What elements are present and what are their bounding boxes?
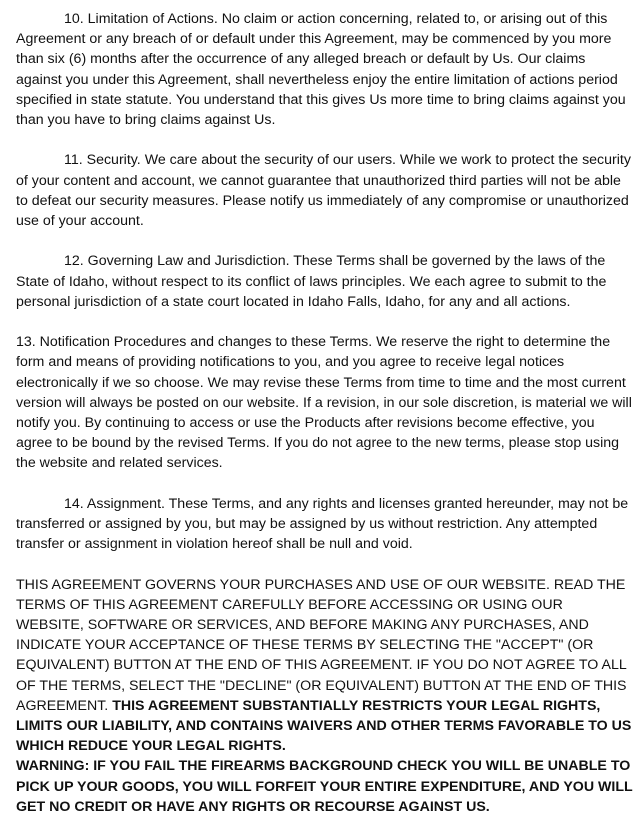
section-assignment: 14. Assignment. These Terms, and any rights and licenses granted hereunder, may not be transferred or assigned by you, but may be assigned by us without restriction. Any attempted transfer or assignment in violation hereof shall be null and void. bbox=[16, 495, 629, 553]
section-security: 11. Security. We care about the security of our users. While we work to protect the security of your content and account, we cannot guarantee that unauthorized third parties will not be able to defeat our security measures. Please notify us immediately of any compromise or unauthorized use of your account. bbox=[16, 152, 631, 230]
agreement-notice-bold: THIS AGREEMENT SUBSTANTIALLY RESTRICTS YOUR LEGAL RIGHTS, LIMITS OUR LIABILITY, AND CONTAINS WAIVERS AND OTHER TERMS FAVORABLE TO US WHICH REDUCE YOUR LEGAL RIGHTS. bbox=[16, 697, 632, 755]
agreement-notice bbox=[16, 575, 634, 757]
section-governing-law: 12. Governing Law and Jurisdiction. These Terms shall be governed by the laws of the State of Idaho, without respect to its conflict of laws principles. We each agree to submit to the personal jurisdiction of a state court located in Idaho Falls, Idaho, for any and all actions. bbox=[16, 253, 607, 310]
firearms-warning: WARNING: IF YOU FAIL THE FIREARMS BACKGROUND CHECK YOU WILL BE UNABLE TO PICK UP YOUR GOODS, YOU WILL FORFEIT YOUR ENTIRE EXPENDITURE, AND YOU WILL GET NO CREDIT OR HAVE ANY RIGHTS OR RECOURSE AGAINST US. bbox=[16, 758, 633, 815]
agreement-notice-text: THIS AGREEMENT GOVERNS YOUR PURCHASES AND USE OF OUR WEBSITE. READ THE TERMS OF THIS AGREEMENT CAREFULLY BEFORE ACCESSING OR USING OUR WEBSITE, SOFTWARE OR SERVICES, AND BEFORE MAKING ANY PURCHASES, AND INDICATE YOUR ACCEPTANCE OF THESE TERMS BY SELECTING THE "ACCEPT" (OR EQUIVALENT) BUTTON AT THE END OF THIS AGREEMENT. IF YOU DO NOT AGREE TO ALL OF THE TERMS, SELECT THE "DECLINE" (OR EQUIVALENT) BUTTON AT THE END OF THIS AGREEMENT. bbox=[16, 576, 627, 714]
section-limitation-of-actions: 10. Limitation of Actions. No claim or action concerning, related to, or arising out of this Agreement or any breach of or default under this Agreement, may be commenced by you more than six (6) months after the occurrence of any alleged breach or default by Us. Our claims against you under this Agreement, shall nevertheless enjoy the entire limitation of actions period specified in state statute. You understand that this gives Us more time to bring claims against you than you have to bring claims against Us. bbox=[16, 11, 626, 129]
section-notification-procedures: 13. Notification Procedures and changes to these Terms. We reserve the right to determine the form and means of providing notifications to you, and you agree to receive legal notices electronically if we so choose. We may revise these Terms from time to time and the most current version will always be posted on our website. If a revision, in our sole discretion, is material we will notify you. By continuing to access or use the Products after revisions become effective, you agree to be bound by the revised Terms. If you do not agree to the new terms, please stop using the website and related services. bbox=[16, 334, 632, 472]
terms-document bbox=[16, 9, 634, 817]
